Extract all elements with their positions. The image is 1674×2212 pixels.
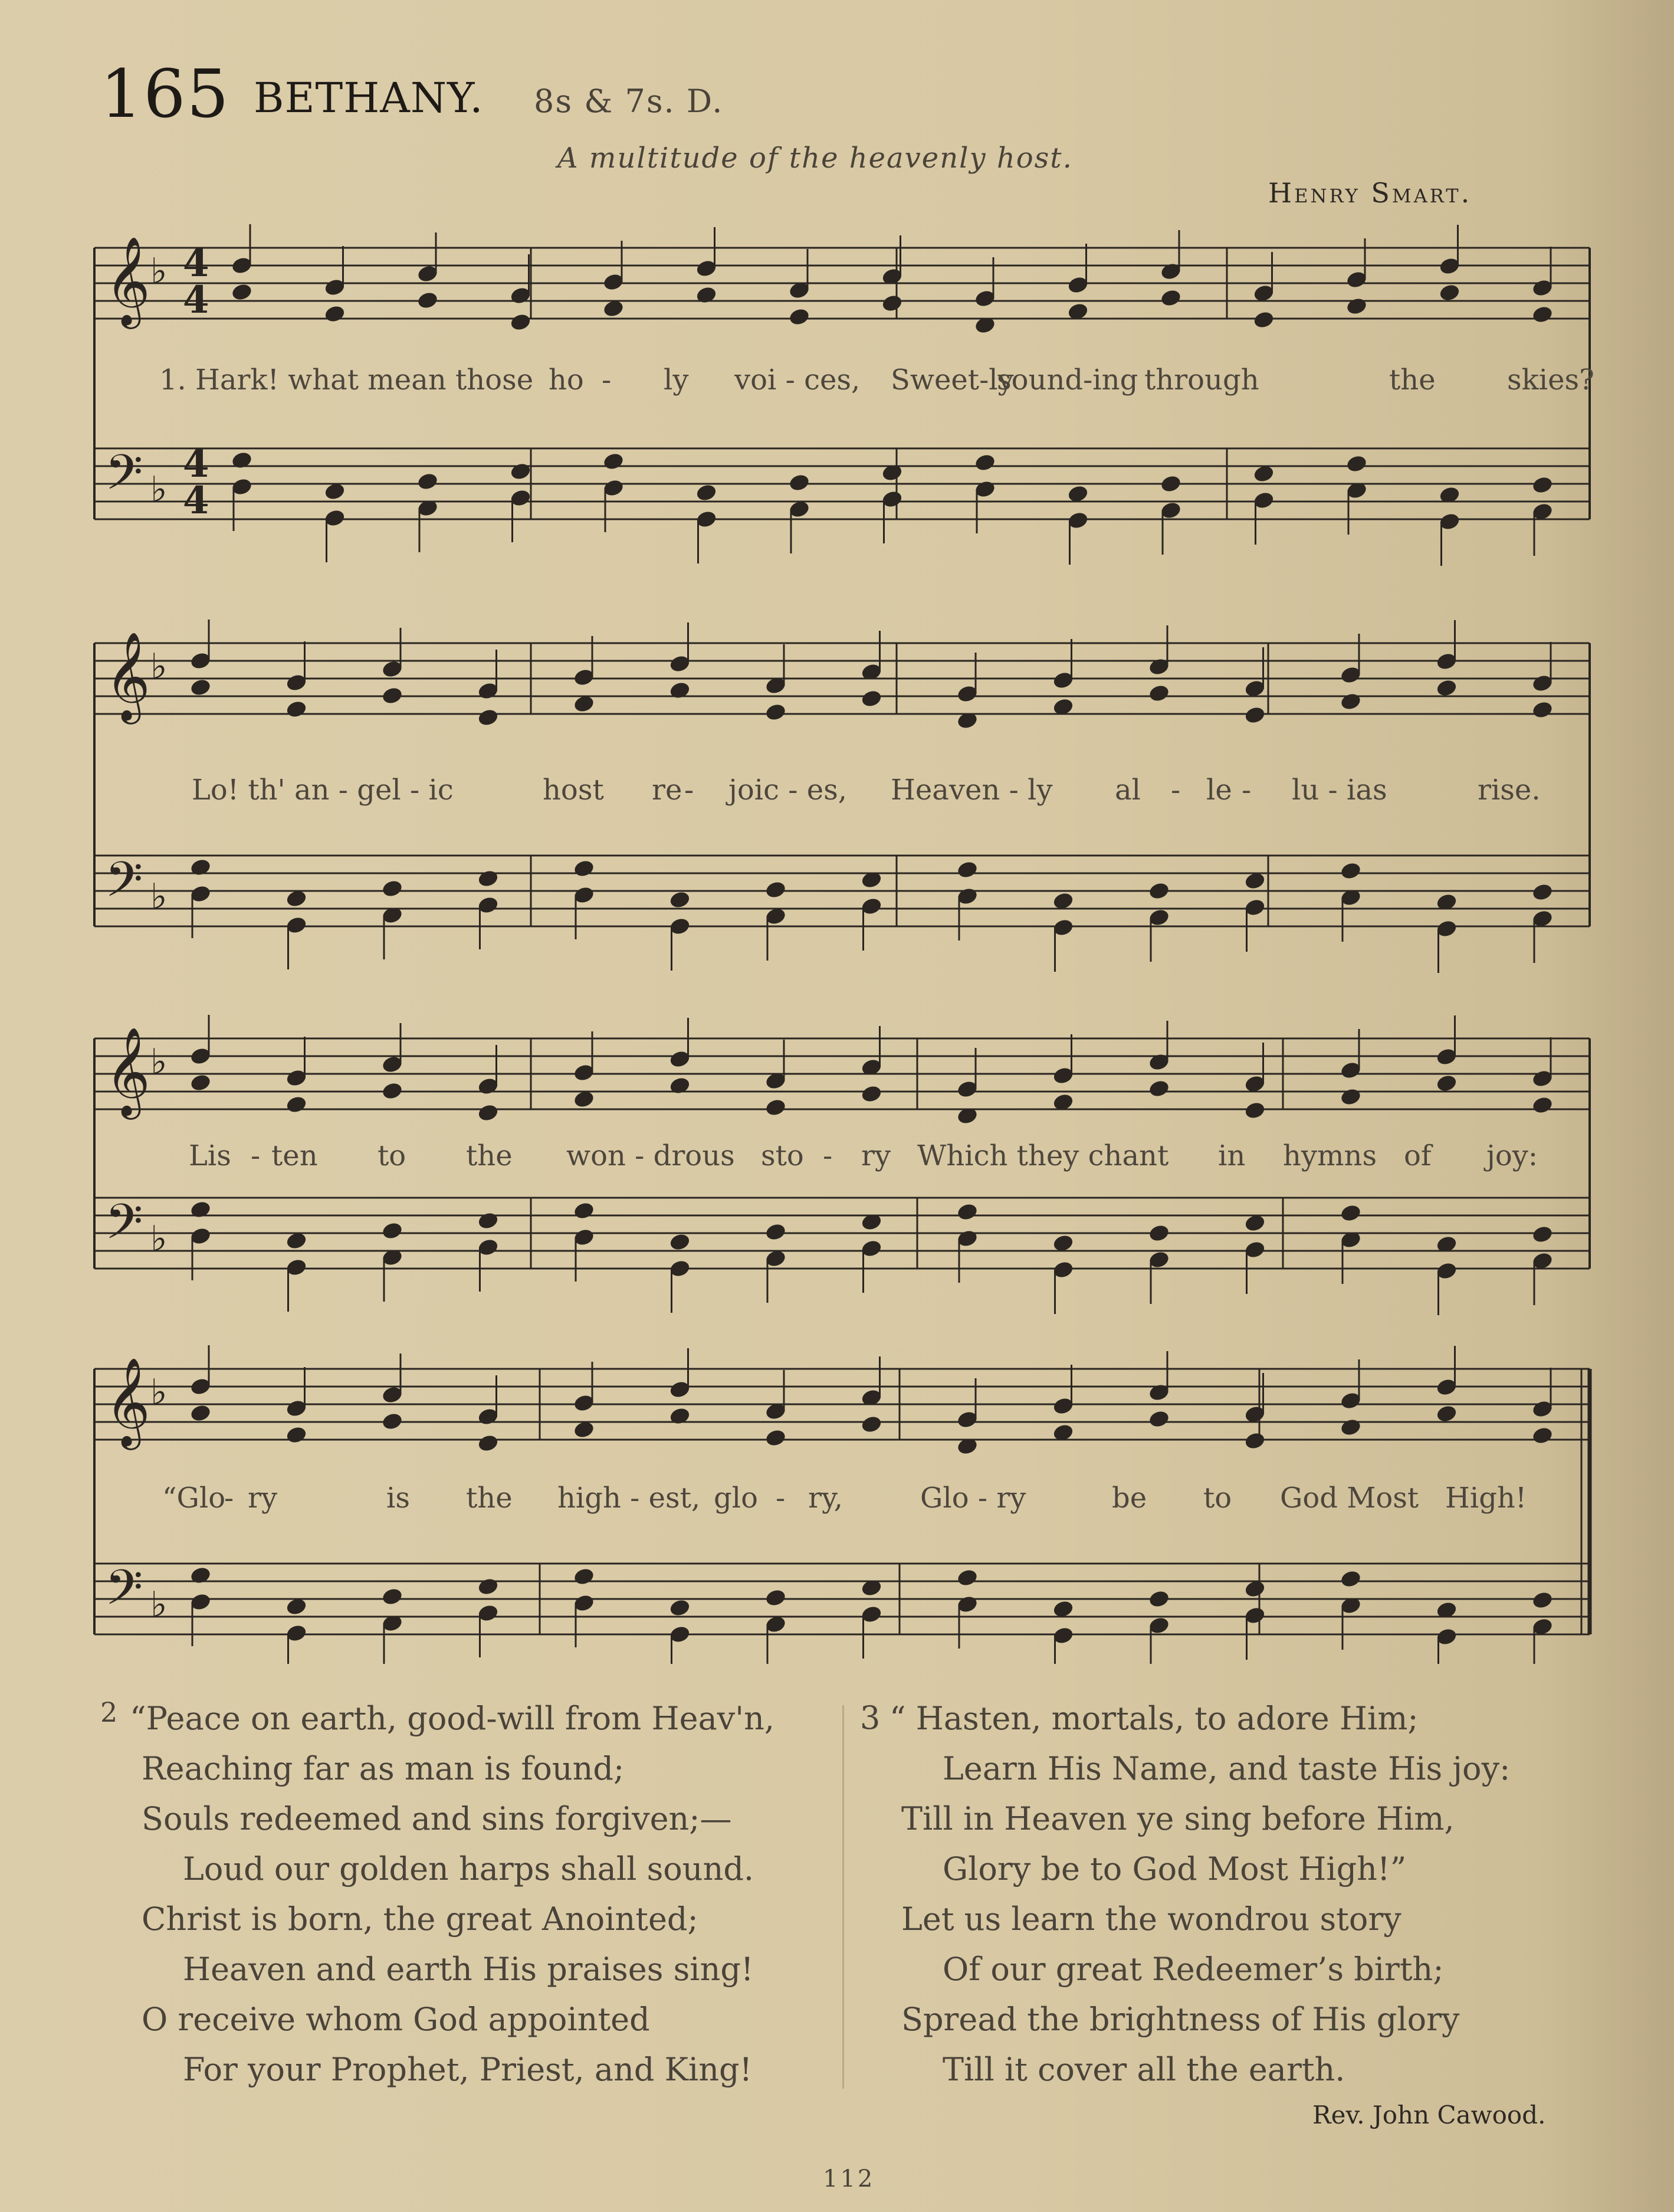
lyric-syllable: ho — [549, 363, 584, 396]
lyric-syllable: Which they chant — [917, 1139, 1169, 1172]
lyric-syllable: the — [1389, 363, 1436, 396]
system-4-bass-note — [956, 1568, 979, 1587]
system-4-treble-note — [1435, 1404, 1458, 1423]
system-2-bass-note — [764, 880, 787, 899]
system-1-bass-note — [1160, 474, 1182, 493]
system-1-treble-note — [323, 304, 346, 323]
system-4-bass-note — [1531, 1590, 1554, 1610]
verse-line: For your Prophet, Priest, and King! — [183, 2051, 753, 2088]
system-1-time-signature-top: 4 — [183, 442, 209, 486]
system-4-bass-note — [381, 1587, 403, 1606]
system-2-bass-note — [1340, 861, 1362, 880]
system-1-bass-note — [416, 471, 439, 491]
lyric-syllable: sound-ing — [997, 363, 1138, 396]
lyric-syllable: host — [543, 774, 604, 807]
system-4-treble-note — [668, 1406, 691, 1425]
verse-line: “Peace on earth, good-will from Heav'n, — [130, 1700, 775, 1737]
system-2-treble-note — [668, 680, 691, 700]
lyric-syllable: to — [1203, 1482, 1232, 1515]
author: Rev. John Cawood. — [1312, 2100, 1546, 2129]
lyric-syllable: in — [1218, 1139, 1246, 1172]
lyric-syllable: joic - es, — [728, 774, 848, 807]
lyric-syllable: glo — [714, 1482, 758, 1515]
system-2-treble-note — [1340, 692, 1362, 711]
system-4-bass-note — [1148, 1589, 1170, 1608]
system-2-key-flat: ♭ — [150, 876, 168, 917]
system-4-bass-note — [764, 1588, 787, 1607]
system-1-treble-note — [509, 312, 531, 332]
system-3-treble-note — [668, 1076, 691, 1095]
system-3-treble-note — [189, 1073, 212, 1092]
verse-line: Heaven and earth His praises sing! — [183, 1951, 754, 1988]
system-4-treble-note — [1340, 1417, 1362, 1437]
lyric-syllable: - — [224, 1482, 234, 1515]
system-4-bass-note — [668, 1598, 691, 1617]
lyric-syllable: ry — [248, 1482, 278, 1515]
verse-line: Let us learn the wondrou story — [901, 1900, 1401, 1938]
system-2-treble-note — [189, 677, 212, 697]
system-3-treble-note — [1243, 1100, 1266, 1120]
system-2-bass-note — [381, 879, 403, 898]
lyric-syllable: sto — [761, 1139, 804, 1172]
system-1-key-flat: ♭ — [150, 469, 168, 510]
lyric-syllable: - — [1171, 774, 1181, 807]
system-1-bass-note — [602, 451, 625, 471]
system-3-bass-note — [573, 1201, 595, 1220]
system-1-bass-note — [974, 453, 996, 472]
verse-line: O receive whom God appointed — [142, 2001, 650, 2038]
system-1-bass-note — [231, 450, 253, 470]
lyric-syllable: ry, — [808, 1482, 843, 1515]
system-1-treble-clef: 𝄞 — [105, 235, 150, 325]
system-3-bass-note — [1531, 1224, 1554, 1244]
system-3-bass-note — [764, 1222, 787, 1241]
system-1-treble-note — [788, 307, 810, 326]
system-3-bass-note — [189, 1200, 212, 1219]
system-4-bass-note — [573, 1567, 595, 1586]
page-number: 112 — [823, 2165, 875, 2193]
system-2-treble-clef: 𝄞 — [105, 631, 150, 720]
lyric-syllable: al — [1115, 774, 1141, 807]
system-4-treble-note — [477, 1433, 499, 1453]
system-3-bass-note — [477, 1211, 499, 1230]
verse-line: Glory be to God Most High!” — [943, 1850, 1407, 1887]
system-4-treble-note — [860, 1414, 882, 1434]
system-3-treble-note — [285, 1094, 307, 1114]
system-1-time-signature-bottom: 4 — [183, 278, 209, 322]
system-3-treble-note — [381, 1081, 403, 1100]
system-3-treble-note — [1435, 1073, 1458, 1093]
lyric-syllable: voi - ces, — [734, 363, 861, 396]
system-3-bass-note — [1340, 1203, 1362, 1223]
lyric-syllable: - — [1242, 774, 1252, 807]
lyric-syllable: Glo - ry — [920, 1482, 1026, 1515]
system-2-bass-note — [668, 890, 691, 909]
lyric-syllable: re — [652, 774, 682, 807]
lyric-syllable: Lo! th' an - gel - ic — [192, 774, 454, 807]
meter: 8s & 7s. D. — [534, 83, 724, 120]
verse-line: Of our great Redeemer’s birth; — [943, 1951, 1444, 1988]
system-3-treble-note — [477, 1103, 499, 1122]
system-3-bass-note — [381, 1221, 403, 1240]
system-1-time-signature-bottom: 4 — [183, 479, 209, 523]
system-2-key-flat: ♭ — [150, 646, 168, 687]
system-3-treble-note — [1340, 1087, 1362, 1106]
lyric-syllable: - — [823, 1139, 833, 1172]
verse-line: “ Hasten, mortals, to adore Him; — [889, 1700, 1419, 1737]
system-3-treble-note — [1148, 1079, 1170, 1098]
system-3-bass-note — [1148, 1223, 1170, 1243]
lyric-syllable: through — [1144, 363, 1259, 396]
system-3-treble-note — [860, 1084, 882, 1103]
lyric-syllable: - — [684, 774, 694, 807]
system-4-treble-note — [1148, 1409, 1170, 1428]
system-4-treble-note — [1531, 1425, 1554, 1445]
system-1-key-flat: ♭ — [150, 251, 168, 292]
system-4-bass-note — [189, 1565, 212, 1585]
lyric-syllable: to — [378, 1139, 406, 1172]
system-2-treble-note — [1531, 700, 1554, 719]
lyric-syllable: the — [466, 1139, 513, 1172]
lyric-syllable: “Glo — [162, 1482, 226, 1515]
system-1-treble-note — [881, 293, 903, 313]
lyric-syllable: rise. — [1478, 774, 1541, 807]
system-2-bass-clef: 𝄢 — [105, 851, 143, 920]
system-2-bass-note — [956, 860, 979, 879]
lyric-syllable: high - est, — [557, 1482, 701, 1515]
system-2-treble-note — [381, 686, 403, 705]
composer: Henry Smart. — [1268, 177, 1472, 209]
system-3-key-flat: ♭ — [150, 1218, 168, 1260]
lyric-syllable: skies? — [1507, 363, 1594, 396]
lyric-syllable: ly — [664, 363, 689, 396]
system-4-key-flat: ♭ — [150, 1372, 168, 1413]
system-1-treble-note — [1252, 310, 1275, 329]
lyric-syllable: - — [251, 1139, 261, 1172]
system-3-treble-clef: 𝄞 — [105, 1026, 150, 1116]
system-4-treble-note — [764, 1428, 787, 1447]
system-2-treble-note — [764, 702, 787, 722]
hymn-number: 165 — [100, 56, 230, 133]
system-1-treble-note — [416, 290, 439, 310]
verse-line: Souls redeemed and sins forgiven;— — [142, 1800, 732, 1837]
system-4-treble-note — [1243, 1431, 1266, 1450]
verse-line: Loud our golden harps shall sound. — [183, 1850, 754, 1887]
system-2-treble-note — [860, 689, 882, 708]
system-1-bass-note — [1531, 475, 1554, 494]
system-4-treble-clef: 𝄞 — [105, 1356, 150, 1446]
system-2-bass-note — [477, 869, 499, 888]
system-1-time-signature-top: 4 — [183, 241, 209, 286]
lyric-syllable: Heaven - ly — [891, 774, 1053, 807]
lyric-syllable: lu - ias — [1292, 774, 1387, 807]
system-2-bass-note — [1148, 881, 1170, 900]
verse-line: Learn His Name, and taste His joy: — [943, 1750, 1511, 1787]
verse-line: Christ is born, the great Anointed; — [142, 1900, 698, 1938]
system-4-bass-clef: 𝄢 — [105, 1559, 143, 1628]
verse-3-number: 3 — [860, 1699, 881, 1736]
system-3-bass-note — [668, 1232, 691, 1251]
system-1-treble-note — [1345, 296, 1368, 316]
system-1-bass-clef: 𝄢 — [105, 444, 143, 513]
system-3-treble-note — [764, 1097, 787, 1117]
tune-name: BETHANY. — [254, 74, 484, 122]
system-1-bass-note — [788, 473, 810, 492]
verse-line: Till in Heaven ye sing before Him, — [901, 1800, 1455, 1837]
system-1-bass-note — [509, 461, 531, 481]
lyric-syllable: Sweet-ly — [891, 363, 1014, 396]
verse-3 — [860, 1693, 1510, 2095]
verse-divider — [842, 1705, 844, 2089]
system-2-bass-note — [573, 858, 595, 878]
system-2-treble-note — [477, 707, 499, 727]
system-4-key-flat: ♭ — [150, 1584, 168, 1626]
system-2-treble-note — [285, 699, 307, 719]
lyric-syllable: Lis — [189, 1139, 231, 1172]
system-1-bass-note — [695, 483, 717, 502]
system-4-treble-note — [285, 1425, 307, 1444]
system-3-bass-clef: 𝄢 — [105, 1193, 143, 1262]
lyric-syllable: - — [776, 1482, 786, 1515]
lyric-syllable: hymns — [1283, 1139, 1377, 1172]
lyric-syllable: ten — [271, 1139, 318, 1172]
system-2-treble-note — [1148, 683, 1170, 703]
lyric-syllable: 1. Hark! what mean those — [159, 363, 534, 396]
system-1-treble-note — [231, 282, 253, 302]
system-4-treble-note — [381, 1411, 403, 1431]
system-1-treble-note — [695, 285, 717, 304]
lyric-syllable: is — [386, 1482, 410, 1515]
verse-line: Spread the brightness of His glory — [901, 2001, 1460, 2038]
verse-2-number: 2 — [100, 1696, 118, 1728]
lyric-syllable: God Most — [1280, 1482, 1419, 1515]
system-1-treble-note — [1531, 304, 1554, 324]
lyric-syllable: the — [466, 1482, 513, 1515]
lyric-syllable: le — [1206, 774, 1232, 807]
verse-line: Reaching far as man is found; — [142, 1750, 625, 1787]
system-1-bass-note — [1345, 454, 1368, 473]
verse-line: Till it cover all the earth. — [943, 2051, 1345, 2088]
lyric-syllable: be — [1112, 1482, 1147, 1515]
lyric-syllable: High! — [1445, 1482, 1527, 1515]
system-4-bass-note — [477, 1577, 499, 1596]
system-4-bass-note — [1340, 1569, 1362, 1588]
lyric-syllable: joy: — [1486, 1139, 1538, 1172]
system-2-treble-note — [1435, 678, 1458, 697]
system-2-bass-note — [1531, 882, 1554, 902]
system-4-treble-note — [189, 1403, 212, 1423]
system-1-treble-note — [1438, 283, 1460, 302]
system-3-treble-note — [1531, 1095, 1554, 1115]
system-3-bass-note — [956, 1202, 979, 1221]
system-2-treble-note — [1243, 705, 1266, 725]
lyric-syllable: won - drous — [566, 1139, 735, 1172]
system-1-treble-note — [1160, 288, 1182, 307]
system-3-key-flat: ♭ — [150, 1041, 168, 1083]
lyric-syllable: - — [602, 363, 612, 396]
lyric-syllable: ry — [861, 1139, 891, 1172]
verse-2 — [100, 1693, 774, 2095]
scripture-subtitle: A multitude of the heavenly host. — [557, 142, 1073, 175]
system-2-bass-note — [189, 857, 212, 877]
lyric-syllable: of — [1404, 1139, 1432, 1172]
